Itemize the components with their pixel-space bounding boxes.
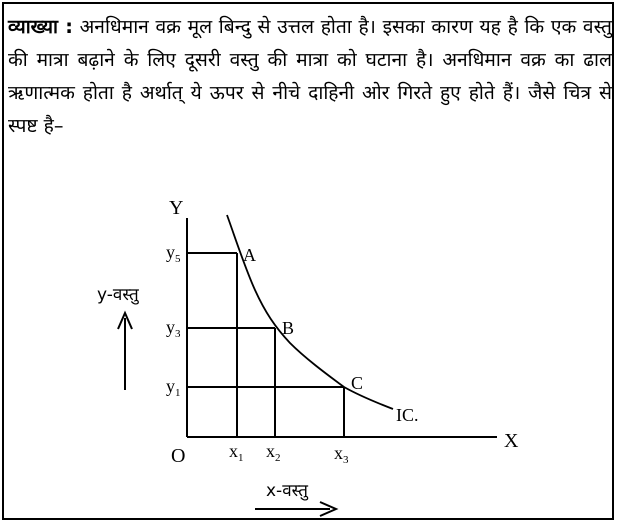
y-axis-title: y-वस्तु bbox=[97, 285, 139, 305]
x-tick-x1: $x_1$ bbox=[229, 441, 244, 464]
point-label-a: A bbox=[243, 245, 256, 265]
y-tick-y3: $y_3$ bbox=[166, 317, 181, 340]
x-axis-letter: X bbox=[504, 430, 519, 452]
point-label-c: C bbox=[351, 373, 364, 393]
explanation-text: अनधिमान वक्र मूल बिन्दु से उत्तल होता है। इसका कारण यह है कि एक वस्तु की मात्रा बढ़ाने के लिए दूसरी वस्तु की मात्रा को घटाना है। अनधिमान वक्र का ढाल ऋणात्मक होता है अर्थात् ये ऊपर से नीचे दाहिनी ओर गिरते हुए होते हैं। जैसे चित्र से स्पष्ट है– bbox=[8, 15, 612, 137]
guide-lines bbox=[187, 253, 344, 437]
origin-label: O bbox=[171, 445, 186, 467]
curve-label: IC. bbox=[396, 405, 419, 425]
y-tick-y5: $y_5$ bbox=[166, 242, 181, 265]
x-axis-title: x-वस्तु bbox=[266, 481, 308, 501]
y-tick-y1: $y_1$ bbox=[166, 376, 181, 399]
x-tick-x3: $x_3$ bbox=[334, 443, 349, 466]
y-axis-letter: Y bbox=[169, 197, 184, 219]
x-tick-x2: $x_2$ bbox=[266, 441, 281, 464]
explanation-label: व्याख्या : bbox=[8, 15, 73, 38]
point-label-b: B bbox=[282, 318, 295, 338]
